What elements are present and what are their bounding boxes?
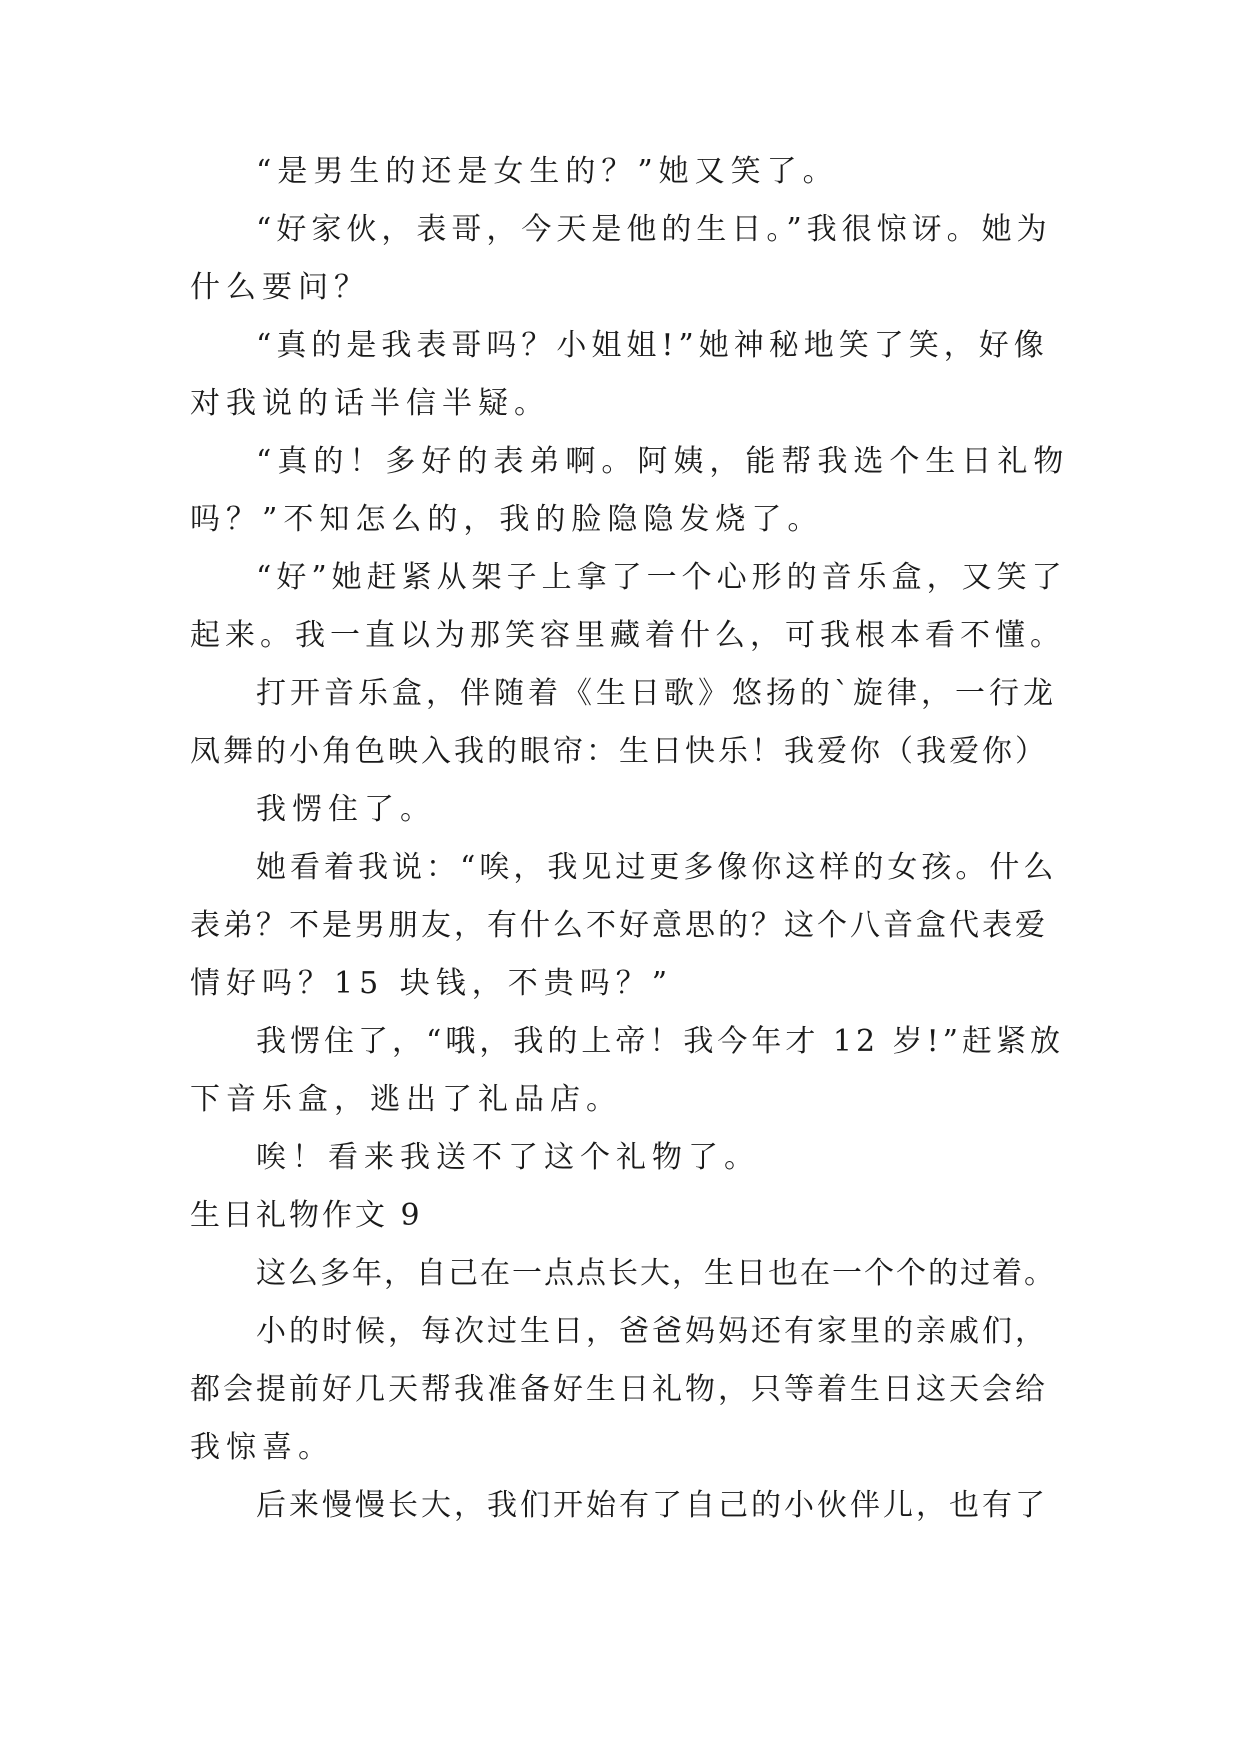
paragraph-line: 我愣住了，“哦，我的上帝！我今年才 12 岁!”赶紧放 — [256, 1024, 1064, 1059]
paragraph-line: “真的是我表哥吗？小姐姐!”她神秘地笑了笑，好像 — [256, 328, 1049, 363]
paragraph-line: “真的！多好的表弟啊。阿姨，能帮我选个生日礼物 — [256, 444, 1070, 479]
paragraph-line: 我愣住了。 — [256, 792, 436, 827]
paragraph-line: 后来慢慢长大，我们开始有了自己的小伙伴儿，也有了 — [256, 1488, 1048, 1523]
paragraph-line: “好”她赶紧从架子上拿了一个心形的音乐盒，又笑了 — [256, 560, 1067, 595]
paragraph-line: 都会提前好几天帮我准备好生日礼物，只等着生日这天会给 — [190, 1372, 1048, 1407]
paragraph-line: “是男生的还是女生的？”她又笑了。 — [256, 154, 839, 189]
paragraph-line: 起来。我一直以为那笑容里藏着什么，可我根本看不懂。 — [190, 618, 1065, 653]
paragraph-line: 这么多年，自己在一点点长大，生日也在一个个的过着。 — [256, 1256, 1056, 1291]
paragraph-line: 我惊喜。 — [190, 1430, 334, 1465]
paragraph-line: 什么要问？ — [190, 270, 370, 305]
section-heading: 生日礼物作文 9 — [190, 1198, 423, 1233]
paragraph-line: 凤舞的小角色映入我的眼帘：生日快乐！我爱你（我爱你） — [190, 734, 1048, 769]
paragraph-line: 下音乐盒，逃出了礼品店。 — [190, 1082, 622, 1117]
paragraph-line: “好家伙，表哥，今天是他的生日。”我很惊讶。她为 — [256, 212, 1052, 247]
paragraph-line: 打开音乐盒，伴随着《生日歌》悠扬的`旋律，一行龙 — [256, 676, 1057, 711]
paragraph-line: 小的时候，每次过生日，爸爸妈妈还有家里的亲戚们， — [256, 1314, 1048, 1349]
paragraph-line: 表弟？不是男朋友，有什么不好意思的？这个八音盒代表爱 — [190, 908, 1048, 943]
paragraph-line: 唉！看来我送不了这个礼物了。 — [256, 1140, 760, 1175]
paragraph-line: 她看着我说：“唉，我见过更多像你这样的女孩。什么 — [256, 850, 1058, 885]
paragraph-line: 吗？”不知怎么的，我的脸隐隐发烧了。 — [190, 502, 824, 537]
paragraph-line: 情好吗？15 块钱，不贵吗？” — [190, 966, 674, 1001]
paragraph-line: 对我说的话半信半疑。 — [190, 386, 550, 421]
